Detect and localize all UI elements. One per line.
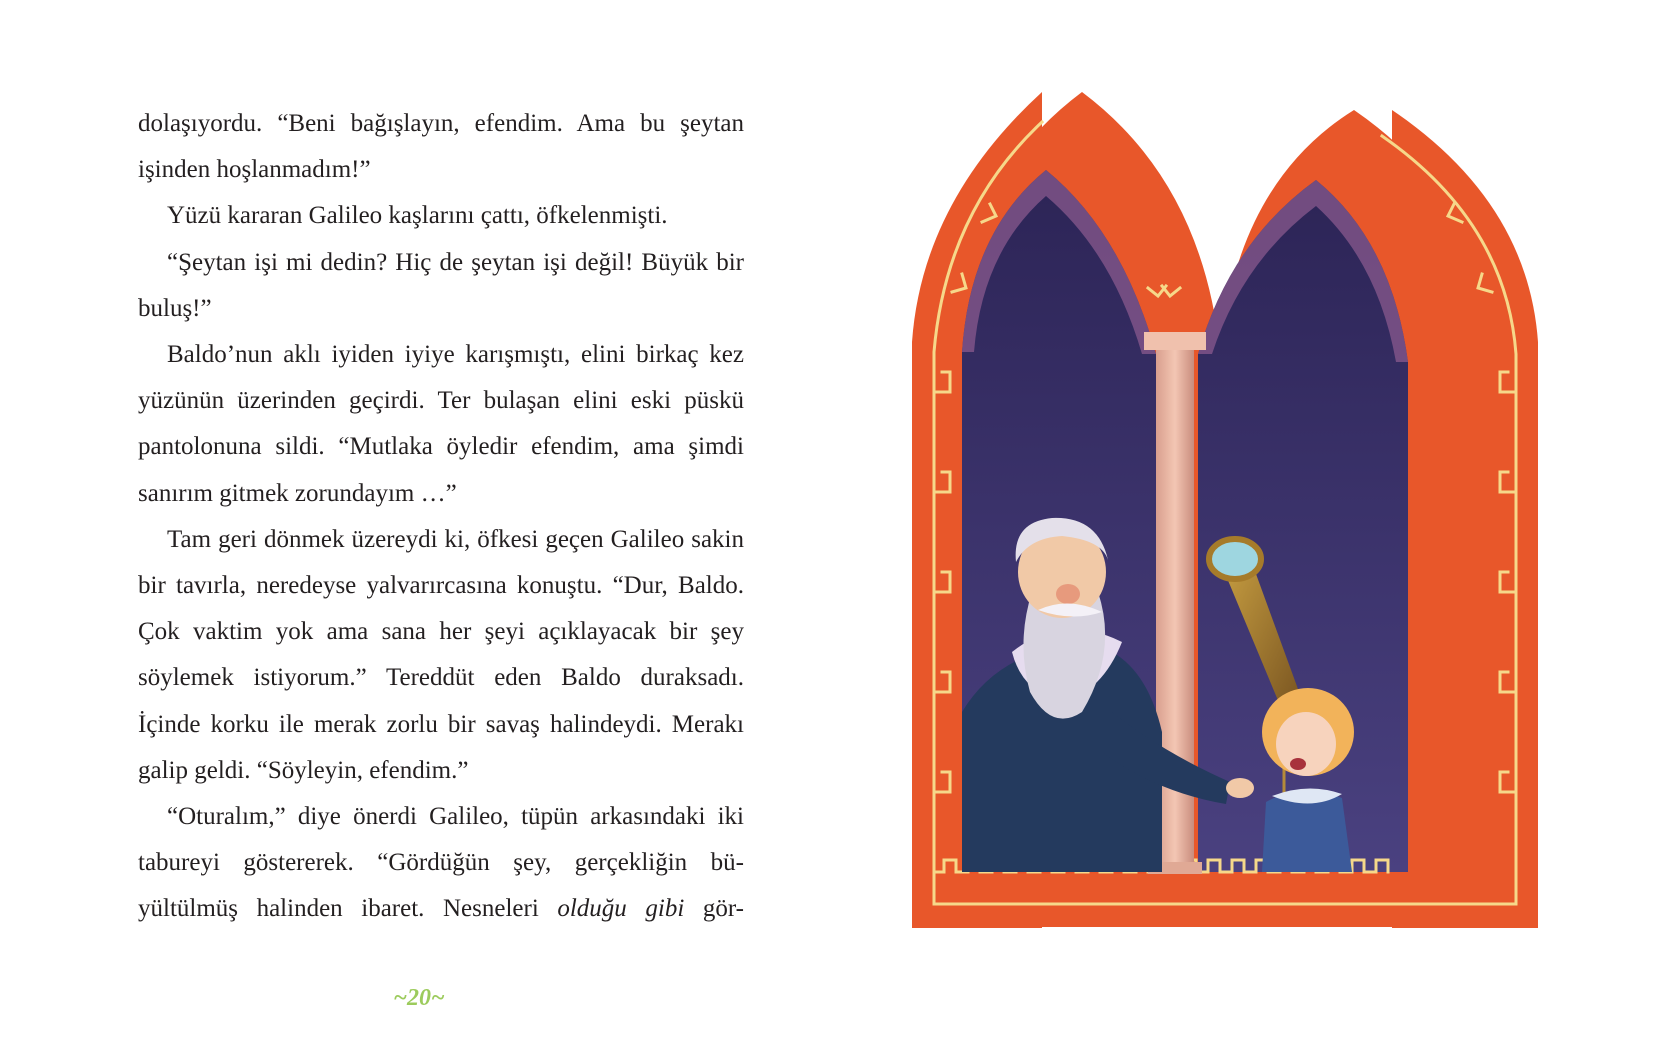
galileo-nose <box>1056 584 1080 604</box>
boy-face <box>1276 712 1336 776</box>
page-number: ~20~ <box>393 985 445 1011</box>
galileo-window-image <box>912 92 1538 928</box>
paragraph-4: Baldo’nun aklı iyiden iyiye karışmıştı, elini birkaç kez yüzünün üzerinden geçirdi. Ter bulaşan elini eski püskü pantolonuna sildi. “Mutlaka öyledir efendim, ama şimdi sanırım gitmek zorundayım …” <box>138 341 744 507</box>
paragraph-6 <box>138 794 744 933</box>
paragraph-6-end: gör- <box>684 895 745 923</box>
telescope-lens <box>1209 539 1261 579</box>
paragraph-6-italic: olduğu gibi <box>557 895 685 923</box>
paragraph-6-text: “Oturalım,” diye önerdi Galileo, tüpün arkasındaki iki tabureyi göstererek. “Gördüğün şey, gerçekliğin büyültülmüş halinden ibaret. Nesneleri <box>138 803 744 923</box>
paragraph-5: Tam geri dönmek üzereydi ki, öfkesi geçen Galileo sakin bir tavırla, neredeyse yalvarırcasına konuştu. “Dur, Baldo. Çok vaktim yok ama sana her şeyi açıklayacak bir şey söylemek istiyorum.” Tereddüt eden Baldo duraksadı. İçinde korku ile merak zorlu bir savaş halindeydi. Merakı galip geldi. “Söyleyin, efendim.” <box>138 525 744 784</box>
story-text <box>138 101 744 933</box>
column-capital <box>1144 332 1206 350</box>
boy-mouth <box>1290 758 1306 770</box>
window-illustration <box>912 92 1538 928</box>
paragraph-1: dolaşıyordu. “Beni bağışlayın, efendim. Ama bu şeytan işinden hoşlanmadım!” <box>138 110 744 184</box>
paragraph-2: Yüzü kararan Galileo kaşlarını çattı, öfkelenmişti. <box>167 202 668 230</box>
galileo-hand <box>1226 778 1254 798</box>
paragraph-3: “Şeytan işi mi dedin? Hiç de şeytan işi değil! Büyük bir buluş!” <box>138 248 744 322</box>
